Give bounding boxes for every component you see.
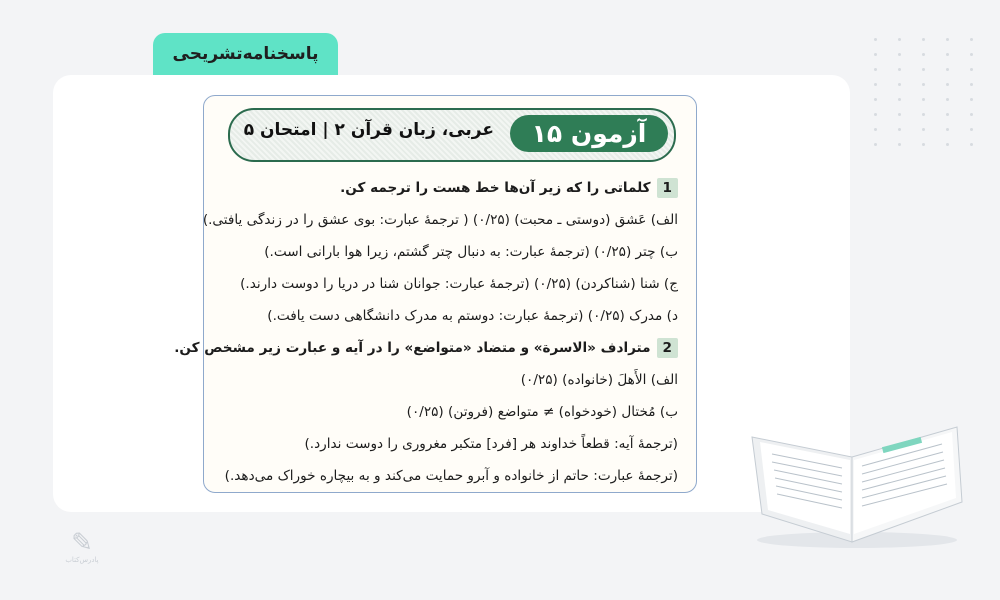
exam-subtitle: عربی، زبان قرآن ۲ | امتحان ۵ <box>243 120 494 140</box>
answer-line: ج) شنا (شناکردن) (۰/۲۵) (ترجمهٔ عبارت: جوانان شنا در دریا را دوست دارند.) <box>240 276 678 292</box>
answer-sheet <box>174 95 697 493</box>
logo-mark-icon: ✎ <box>71 528 93 558</box>
decorative-dot-grid <box>874 38 982 146</box>
answer-line: الف) الأَهلَ (خانواده) (۰/۲۵) <box>520 372 678 388</box>
answer-line: الف) عَشق (دوستی ـ محبت) (۰/۲۵) ( ترجمهٔ عبارت: بوی عشق را در زندگی یافتی.) <box>202 212 678 228</box>
brand-logo: ✎ پادرس‌کتاب <box>52 530 112 570</box>
question-1: 1کلماتی را که زیر آن‌ها خط هست را ترجمه کن. <box>218 172 678 204</box>
exam-title: آزمون ۱۵ <box>510 115 668 152</box>
question-number: 1 <box>657 178 678 198</box>
question-number: 2 <box>657 338 678 358</box>
answer-line: (ترجمهٔ آیه: قطعاً خداوند هر [فرد] متکبر مغروری را دوست ندارد.) <box>304 436 678 452</box>
answer-lines <box>174 172 678 492</box>
answer-key-tag: پاسخنامه‌تشریحی <box>153 33 338 75</box>
answer-line: (ترجمهٔ عبارت: حاتم از خانواده و آبرو حمایت می‌کند و به بیچاره خوراک می‌دهد.) <box>224 468 678 484</box>
answer-line: ب) چتر (۰/۲۵) (ترجمهٔ عبارت: به دنبال چتر گشتم، زیرا هوا بارانی است.) <box>264 244 678 260</box>
answer-line: د) مدرک (۰/۲۵) (ترجمهٔ عبارت: دوستم به مدرک دانشگاهی دست یافت.) <box>267 308 678 324</box>
exam-header <box>228 108 676 162</box>
question-2: 2مترادف «الاسرة» و متضاد «متواضع» را در آیه و عبارت زیر مشخص کن. <box>218 332 678 364</box>
answer-line: ب) مُختال (خودخواه) ≠ متواضع (فروتن) (۰/۲۵) <box>406 404 678 420</box>
open-book-image <box>742 402 967 552</box>
